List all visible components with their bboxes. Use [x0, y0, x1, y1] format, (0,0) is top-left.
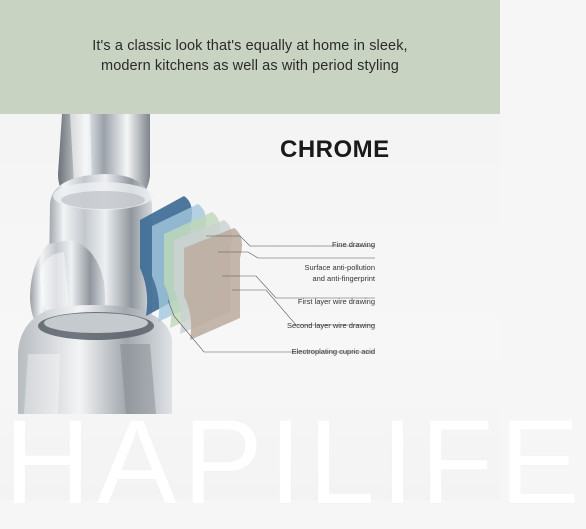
- layer-label-first-wire: First layer wire drawing: [297, 297, 375, 306]
- layer-label-cupric-acid: Electroplating cupric acid: [291, 347, 375, 356]
- layer-label-second-wire: Second layer wire drawing: [287, 321, 375, 330]
- layer-panel-cupric-acid: [184, 228, 242, 340]
- brand-watermark: HAPILIFE: [4, 395, 586, 529]
- layer-label-anti-pollution: [270, 262, 375, 284]
- layer-label-anti-pollution-line-2: and anti-fingerprint: [312, 274, 375, 283]
- finish-title: CHROME: [280, 136, 390, 163]
- banner-text-line-2: modern kitchens as well as with period styling: [101, 58, 399, 74]
- layer-label-fine-drawing: Fine drawing: [332, 240, 375, 249]
- layer-label-anti-pollution-line-1: Surface anti-pollution: [304, 263, 375, 272]
- banner-text-line-1: It's a classic look that's equally at home in sleek,: [92, 38, 408, 54]
